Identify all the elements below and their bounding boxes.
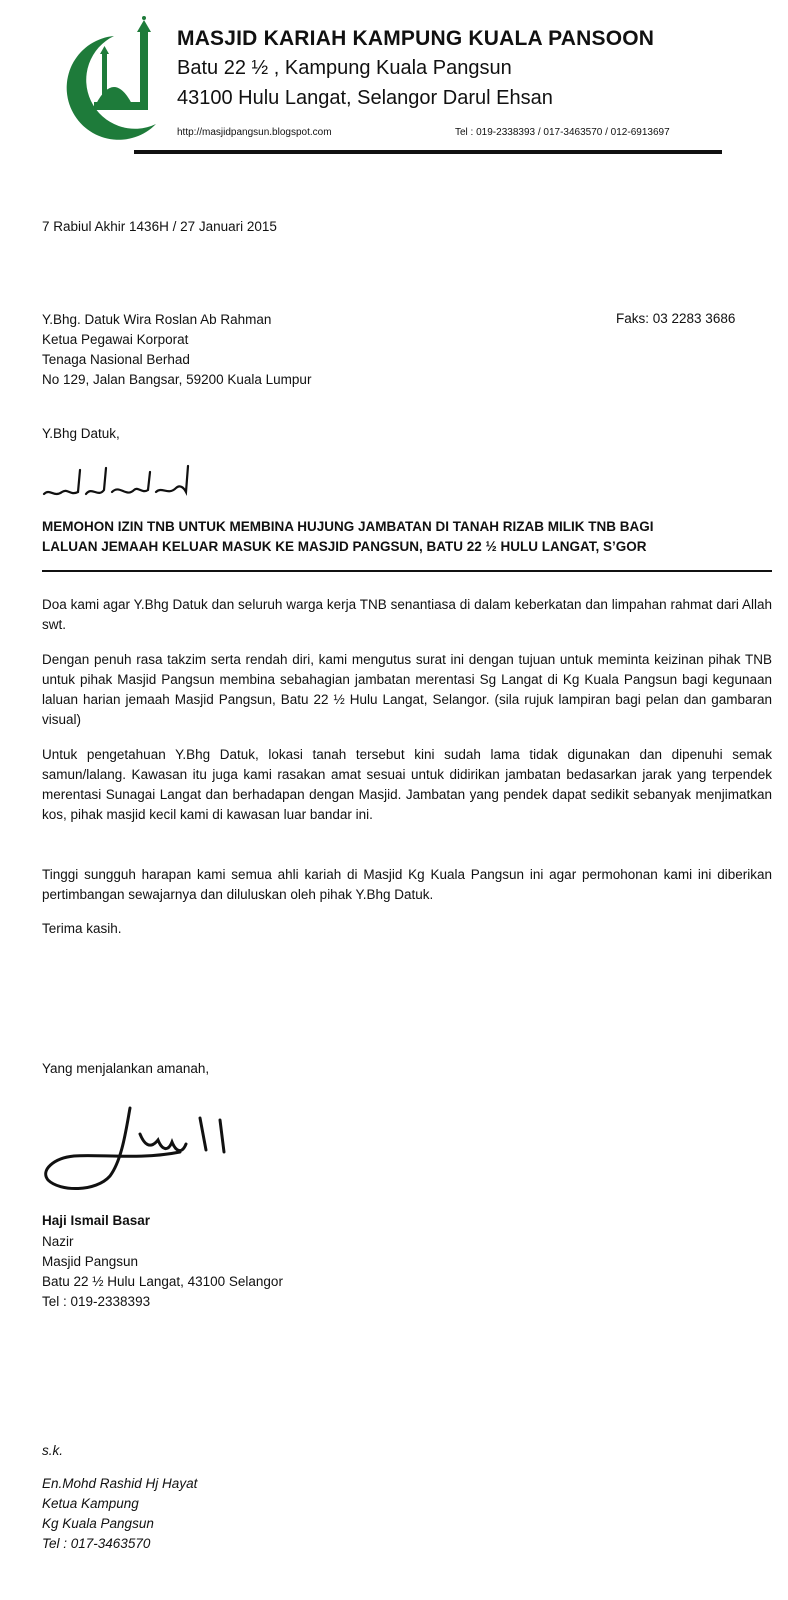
recipient-address: No 129, Jalan Bangsar, 59200 Kuala Lumpur [42, 372, 312, 387]
org-url: http://masjidpangsun.blogspot.com [177, 127, 332, 138]
body-paragraph-3: Untuk pengetahuan Y.Bhg Datuk, lokasi tanah tersebut kini sudah lama tidak digunakan dan dipenuhi semak samun/lalang. Kawasan itu juga kami rasakan amat sesuai untuk didirikan jambatan bedasarkan jarak yang terpendek merentasi Sunagai Langat dan berhadapan dengan Masjid. Jambatan yang pendek dapat sedikit sebanyak menjimatkan kos, pihak masjid kecil kami di kawasan luar bandar ini. [42, 747, 772, 822]
subject-block [42, 517, 653, 557]
recipient-company: Tenaga Nasional Berhad [42, 352, 190, 367]
signer-title: Nazir [42, 1234, 74, 1249]
signer-name: Haji Ismail Basar [42, 1213, 151, 1228]
body-paragraph-1: Doa kami agar Y.Bhg Datuk dan seluruh warga kerja TNB senantiasa di dalam keberkatan dan limpahan rahmat dari Allah swt. [42, 597, 772, 632]
salutation: Y.Bhg Datuk, [42, 426, 120, 441]
header-rule [134, 150, 722, 154]
body-paragraph-4: Tinggi sungguh harapan kami semua ahli kariah di Masjid Kg Kuala Pangsun ini agar permohonan kami ini diberikan pertimbangan sewajarnya dan diluluskan oleh pihak Y.Bhg Datuk. [42, 867, 772, 902]
recipient-title: Ketua Pegawai Korporat [42, 332, 189, 347]
body-paragraph-2: Dengan penuh rasa takzim serta rendah diri, kami mengutus surat ini dengan tujuan untuk meminta keizinan pihak TNB untuk pihak Masjid Pangsun membina sebahagian jambatan merentasi Sg Langat di Kg Kuala Pangsun bagi kegunaan laluan harian jemaah Masjid Pangsun, Batu 22 ½ Hulu Langat, Selangor. (sila rujuk lampiran bagi pelan dan gambaran visual) [42, 652, 772, 727]
cc-block [42, 1474, 197, 1554]
arabic-greeting-calligraphy [40, 458, 192, 502]
letter-date: 7 Rabiul Akhir 1436H / 27 Januari 2015 [42, 219, 277, 234]
mosque-logo [44, 14, 164, 146]
org-address-line1: Batu 22 ½ , Kampung Kuala Pangsun [177, 57, 512, 79]
signer-details [42, 1232, 283, 1312]
subject-line-2: LALUAN JEMAAH KELUAR MASUK KE MASJID PANGSUN, BATU 22 ½ HULU LANGAT, S’GOR [42, 539, 647, 554]
signer-telephone: Tel : 019-2338393 [42, 1294, 151, 1309]
cc-telephone: Tel : 017-3463570 [42, 1536, 151, 1551]
subject-line-1: MEMOHON IZIN TNB UNTUK MEMBINA HUJUNG JAMBATAN DI TANAH RIZAB MILIK TNB BAGI [42, 519, 654, 534]
org-telephone: Tel : 019-2338393 / 017-3463570 / 012-6913697 [455, 127, 670, 138]
recipient-fax: Faks: 03 2283 3686 [616, 311, 736, 326]
cc-location: Kg Kuala Pangsun [42, 1516, 154, 1531]
signer-organisation: Masjid Pangsun [42, 1254, 139, 1269]
recipient-name: Y.Bhg. Datuk Wira Roslan Ab Rahman [42, 312, 272, 327]
handwritten-signature [40, 1100, 250, 1195]
thanks-line: Terima kasih. [42, 921, 122, 936]
cc-name: En.Mohd Rashid Hj Hayat [42, 1476, 198, 1491]
org-address-line2: 43100 Hulu Langat, Selangor Darul Ehsan [177, 87, 553, 109]
cc-label: s.k. [42, 1443, 64, 1458]
recipient-block [42, 310, 311, 390]
cc-title: Ketua Kampung [42, 1496, 139, 1511]
signer-address: Batu 22 ½ Hulu Langat, 43100 Selangor [42, 1274, 283, 1289]
org-name: MASJID KARIAH KAMPUNG KUALA PANSOON [177, 27, 655, 50]
closing-line: Yang menjalankan amanah, [42, 1061, 210, 1076]
subject-rule [42, 570, 772, 572]
